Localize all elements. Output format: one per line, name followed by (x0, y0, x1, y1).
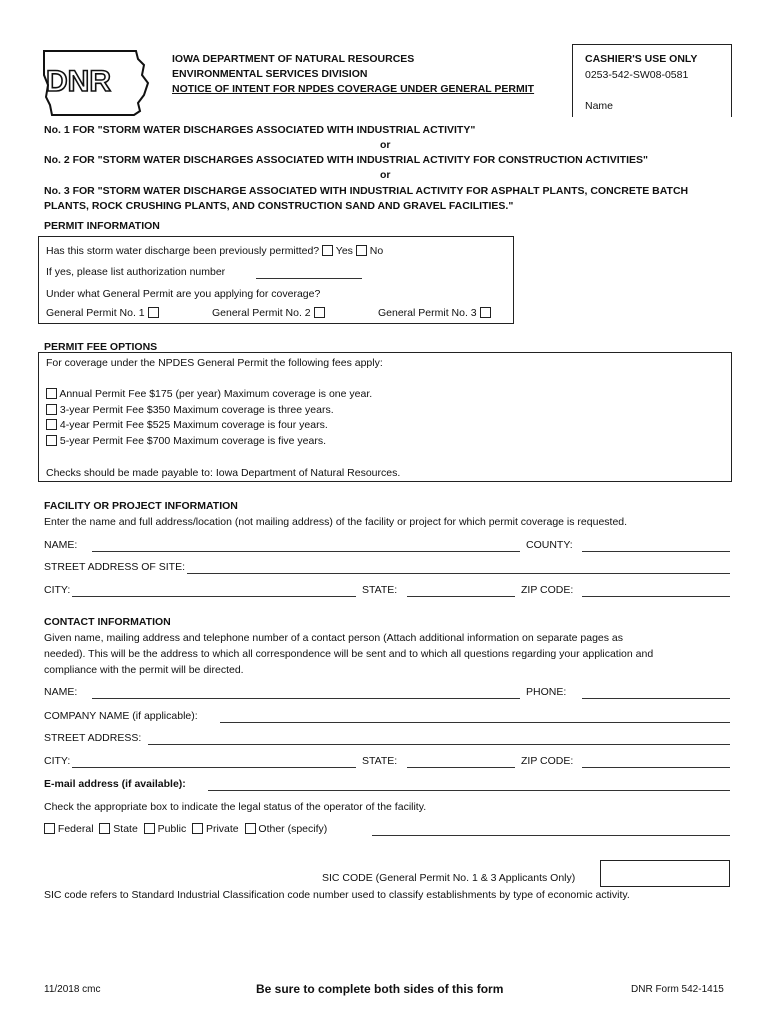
fee-4yr-label: 4-year Permit Fee $525 Maximum coverage is four years. (59, 419, 328, 431)
no-label: No (369, 245, 384, 257)
contact-heading: CONTACT INFORMATION (44, 616, 171, 628)
state-label: State (113, 823, 138, 835)
facility-county-label: COUNTY: (526, 539, 573, 551)
footer-reminder: Be sure to complete both sides of this form (256, 982, 504, 996)
contact-intro-3: compliance with the permit will be directed. (44, 664, 244, 676)
fee-4yr-checkbox[interactable] (46, 419, 57, 430)
fee-option-annual (46, 388, 372, 400)
permit-no1: No. 1 FOR "STORM WATER DISCHARGES ASSOCIATED WITH INDUSTRIAL ACTIVITY" (44, 124, 476, 136)
facility-street-field[interactable] (187, 573, 730, 574)
no-checkbox[interactable] (356, 245, 367, 256)
contact-name-field[interactable] (92, 698, 520, 699)
federal-label: Federal (57, 823, 94, 835)
company-name-field[interactable] (220, 722, 730, 723)
facility-name-label: NAME: (44, 539, 78, 551)
fee-options-heading: PERMIT FEE OPTIONS (44, 341, 158, 353)
contact-state-label: STATE: (362, 755, 398, 767)
fee-intro: For coverage under the NPDES General Permit the following fees apply: (46, 357, 383, 369)
gp2-label: General Permit No. 2 (212, 307, 311, 319)
sic-code-note: SIC code refers to Standard Industrial Classification code number used to classify establishments by type of economic activity. (44, 889, 630, 901)
state-checkbox[interactable] (99, 823, 110, 834)
or-1: or (380, 139, 391, 151)
fee-annual-checkbox[interactable] (46, 388, 57, 399)
other-specify-field[interactable] (372, 835, 730, 836)
fee-3yr-label: 3-year Permit Fee $350 Maximum coverage is three years. (59, 404, 334, 416)
fee-annual-label: Annual Permit Fee $175 (per year) Maximum coverage is one year. (59, 388, 373, 400)
gp3-label: General Permit No. 3 (378, 307, 477, 319)
permit-no2: No. 2 FOR "STORM WATER DISCHARGES ASSOCIATED WITH INDUSTRIAL ACTIVITY FOR CONSTRUCTION ACTIVITIES" (44, 154, 648, 166)
legal-status-options (44, 823, 327, 835)
federal-checkbox[interactable] (44, 823, 55, 834)
iowa-outline-icon (40, 45, 150, 125)
gp3-option (378, 307, 491, 319)
fee-option-3yr (46, 404, 334, 416)
footer-date: 11/2018 cmc (44, 984, 101, 995)
facility-zip-label: ZIP CODE: (521, 584, 574, 596)
facility-county-field[interactable] (582, 551, 730, 552)
logo-text: DNR (46, 65, 111, 98)
agency-name: IOWA DEPARTMENT OF NATURAL RESOURCES (172, 53, 415, 65)
footer-form-number: DNR Form 542-1415 (631, 984, 724, 995)
email-label: E-mail address (if available): (44, 778, 186, 790)
previously-permitted-label: Has this storm water discharge been previously permitted? (46, 245, 320, 257)
cashier-code: 0253-542-SW08-0581 (585, 69, 689, 81)
fee-option-4yr (46, 419, 328, 431)
gp2-checkbox[interactable] (314, 307, 325, 318)
contact-phone-field[interactable] (582, 698, 730, 699)
yes-checkbox[interactable] (322, 245, 333, 256)
contact-zip-label: ZIP CODE: (521, 755, 574, 767)
gp1-label: General Permit No. 1 (46, 307, 145, 319)
permit-no3-b: PLANTS, ROCK CRUSHING PLANTS, AND CONSTRUCTION SAND AND GRAVEL FACILITIES." (44, 200, 514, 212)
contact-street-label: STREET ADDRESS: (44, 732, 142, 744)
form-title: NOTICE OF INTENT FOR NPDES COVERAGE UNDER GENERAL PERMIT (172, 83, 535, 95)
dnr-logo (40, 45, 150, 125)
facility-street-label: STREET ADDRESS OF SITE: (44, 561, 186, 573)
public-label: Public (157, 823, 187, 835)
or-2: or (380, 169, 391, 181)
company-name-label: COMPANY NAME (if applicable): (44, 710, 198, 722)
contact-street-field[interactable] (148, 744, 730, 745)
permit-no3-a: No. 3 FOR "STORM WATER DISCHARGE ASSOCIATED WITH INDUSTRIAL ACTIVITY FOR ASPHALT PLANTS, CONCRETE BATCH (44, 185, 689, 197)
gp1-option (46, 307, 159, 319)
cashier-box (572, 44, 732, 117)
private-checkbox[interactable] (192, 823, 203, 834)
fee-option-5yr (46, 435, 326, 447)
contact-city-field[interactable] (72, 767, 356, 768)
division-name: ENVIRONMENTAL SERVICES DIVISION (172, 68, 368, 80)
contact-zip-field[interactable] (582, 767, 730, 768)
other-checkbox[interactable] (245, 823, 256, 834)
facility-name-field[interactable] (92, 551, 520, 552)
facility-heading: FACILITY OR PROJECT INFORMATION (44, 500, 238, 512)
facility-zip-field[interactable] (582, 596, 730, 597)
previously-permitted-question (46, 245, 383, 257)
facility-intro: Enter the name and full address/location (not mailing address) of the facility or project for which permit coverage is requested. (44, 516, 628, 528)
contact-intro-2: needed). This will be the address to which all correspondence will be sent and to which all questions regarding your application and (44, 648, 654, 660)
facility-city-label: CITY: (44, 584, 71, 596)
fee-5yr-checkbox[interactable] (46, 435, 57, 446)
fee-5yr-label: 5-year Permit Fee $700 Maximum coverage is five years. (59, 435, 327, 447)
other-label: Other (specify) (258, 823, 328, 835)
gp2-option (212, 307, 325, 319)
contact-intro-1: Given name, mailing address and telephone number of a contact person (Attach additional information on separate pages as (44, 632, 624, 644)
private-label: Private (205, 823, 239, 835)
auth-number-field[interactable] (256, 278, 362, 279)
contact-phone-label: PHONE: (526, 686, 567, 698)
yes-label: Yes (335, 245, 353, 257)
which-permit-label: Under what General Permit are you applying for coverage? (46, 288, 321, 300)
sic-code-label: SIC CODE (General Permit No. 1 & 3 Applicants Only) (322, 872, 576, 884)
cashier-name-label: Name (585, 100, 614, 112)
fee-options-box (38, 352, 732, 482)
checks-payable-note: Checks should be made payable to: Iowa Department of Natural Resources. (46, 467, 401, 479)
contact-state-field[interactable] (407, 767, 515, 768)
fee-3yr-checkbox[interactable] (46, 404, 57, 415)
facility-city-field[interactable] (72, 596, 356, 597)
facility-state-label: STATE: (362, 584, 398, 596)
gp3-checkbox[interactable] (480, 307, 491, 318)
contact-name-label: NAME: (44, 686, 78, 698)
facility-state-field[interactable] (407, 596, 515, 597)
permit-info-heading: PERMIT INFORMATION (44, 220, 160, 232)
auth-number-label: If yes, please list authorization number (46, 266, 226, 278)
legal-status-label: Check the appropriate box to indicate the legal status of the operator of the facility. (44, 801, 427, 813)
cashier-title: CASHIER'S USE ONLY (585, 53, 698, 65)
public-checkbox[interactable] (144, 823, 155, 834)
email-field[interactable] (208, 790, 730, 791)
contact-city-label: CITY: (44, 755, 71, 767)
sic-code-field[interactable] (600, 860, 730, 887)
gp1-checkbox[interactable] (148, 307, 159, 318)
